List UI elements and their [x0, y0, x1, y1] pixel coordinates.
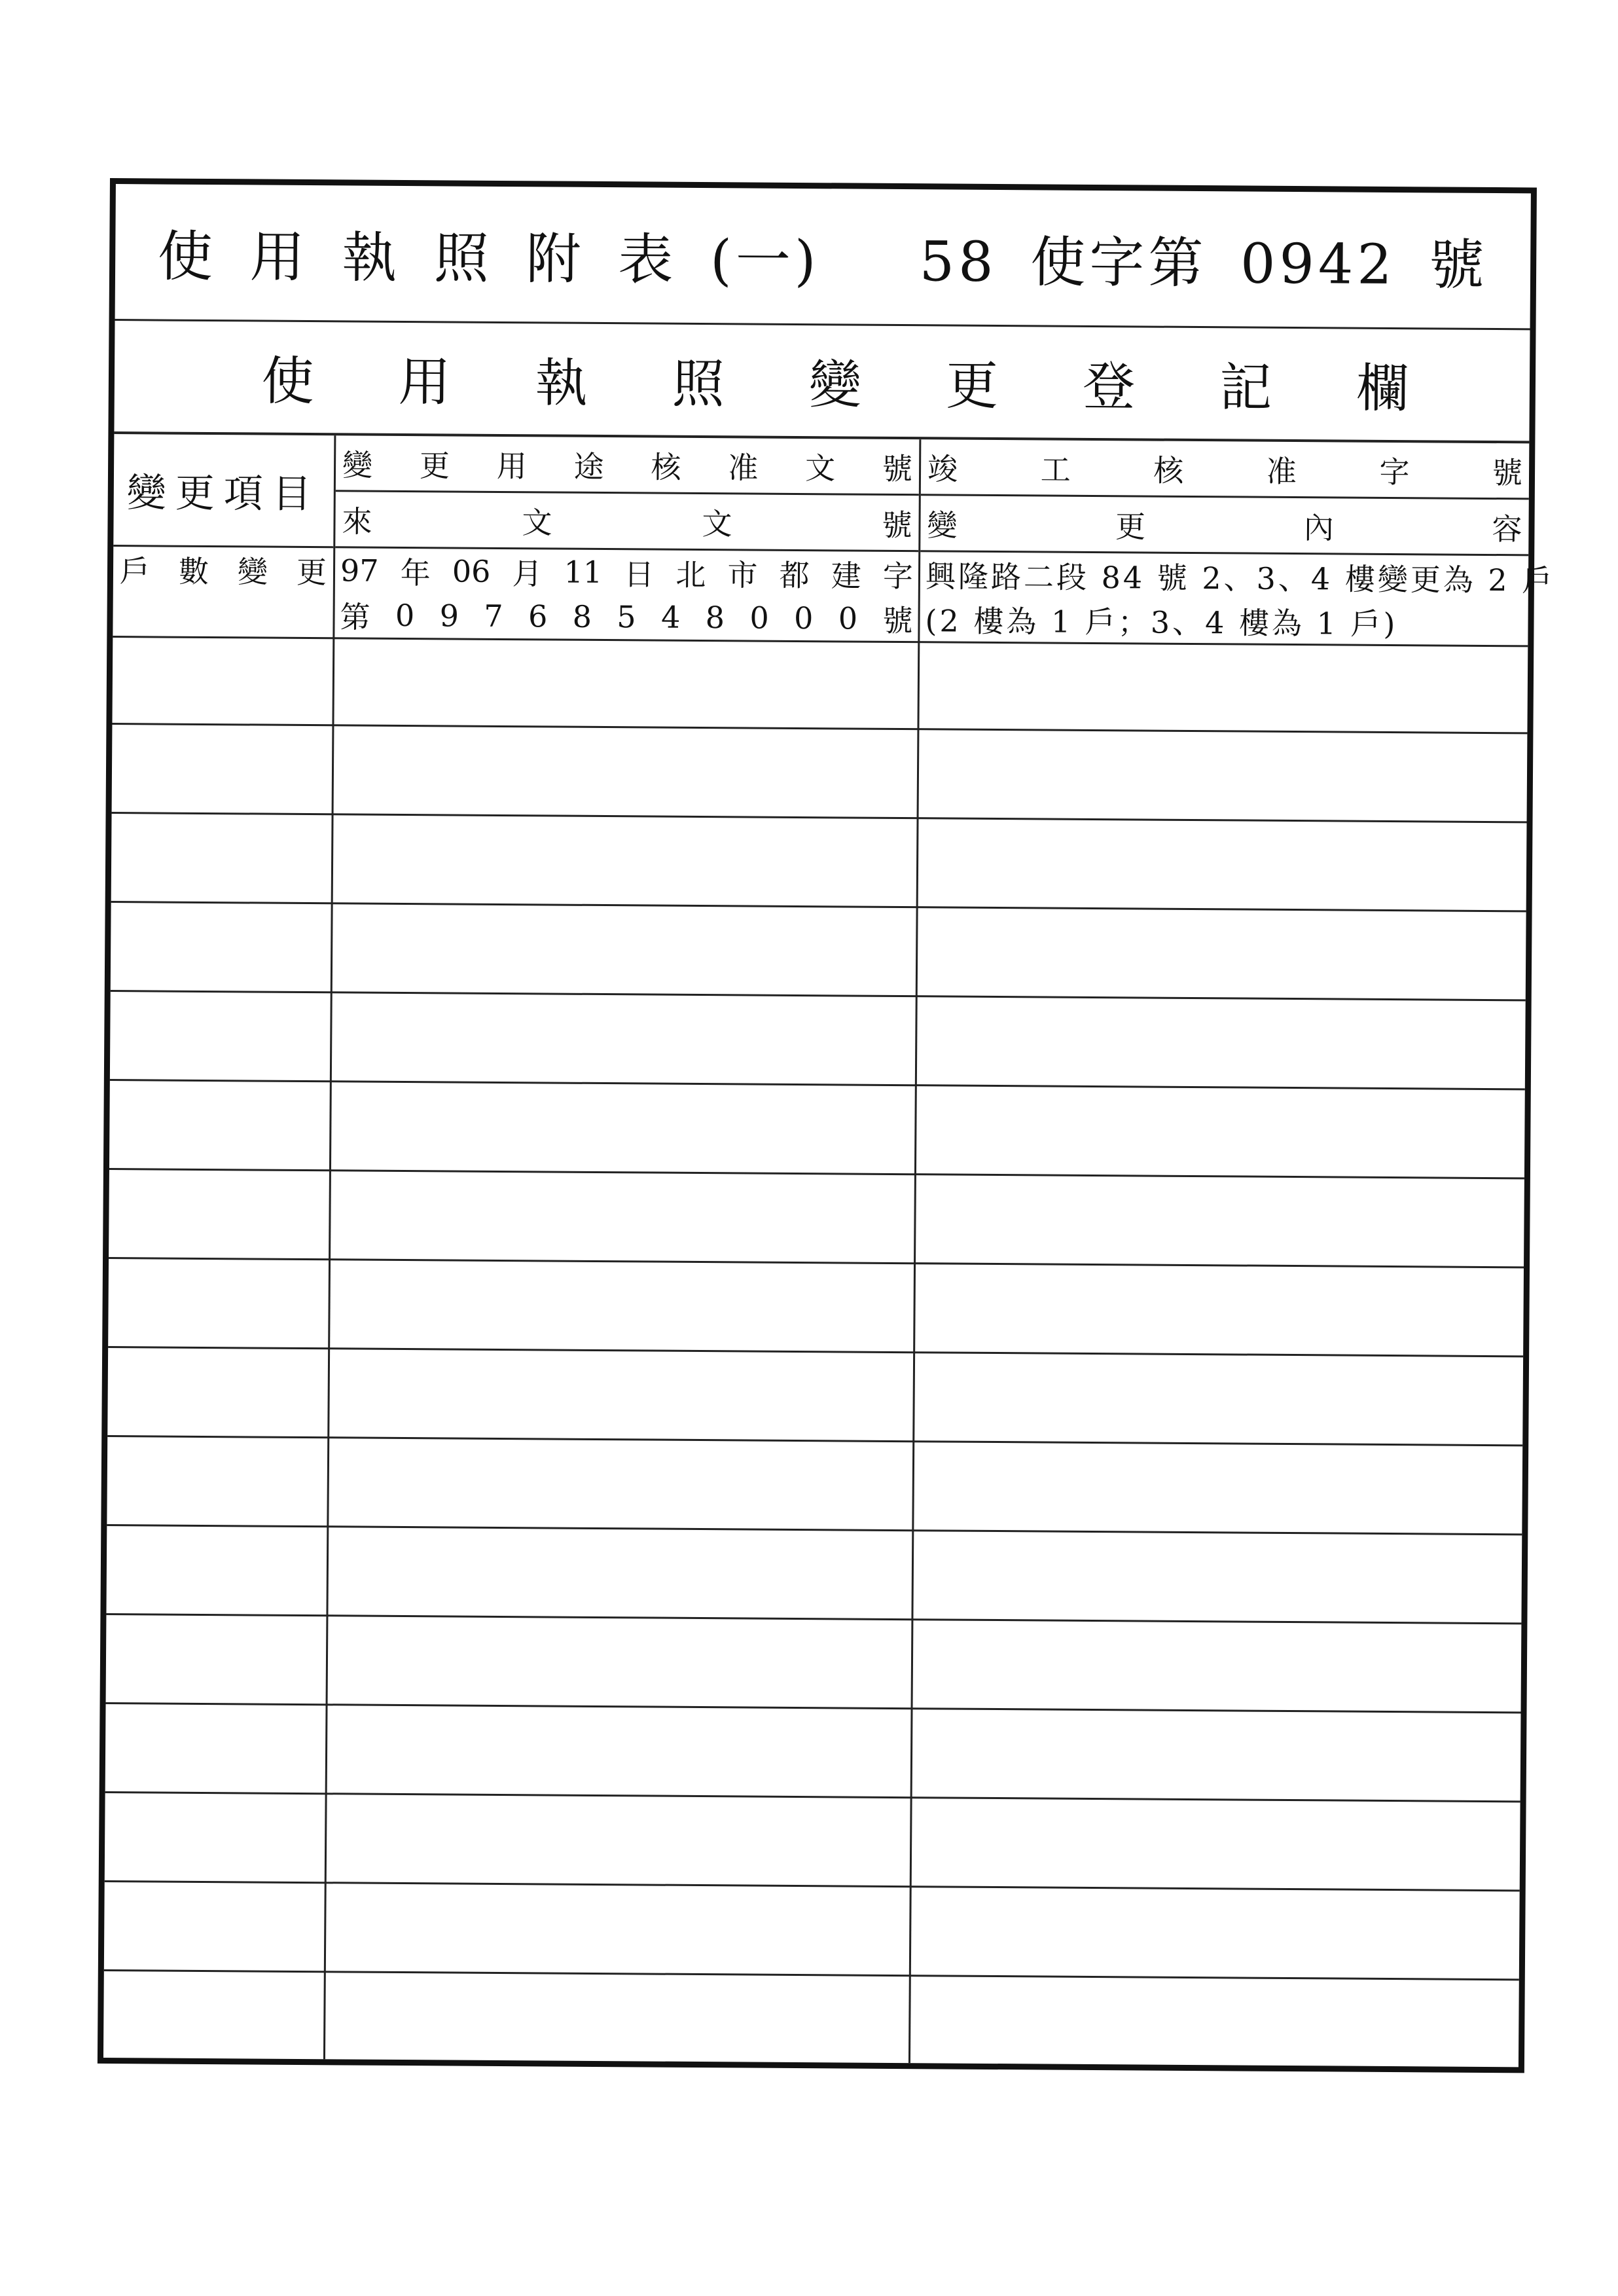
cell-char: 更: [296, 554, 327, 591]
change-content-cell: [920, 552, 1555, 645]
subtitle-char: 變: [808, 354, 862, 416]
header-char: 文: [804, 450, 836, 486]
subtitle-char: 使: [261, 350, 314, 412]
header-char: 字: [1379, 454, 1410, 490]
form-subtitle: [114, 319, 1530, 443]
cell-char: 第: [340, 599, 370, 635]
cell-char: 號: [882, 602, 913, 639]
header-char: 號: [882, 450, 913, 486]
content-line-2: (2 樓為 1 戶；3、4 樓為 1 戶): [925, 603, 1398, 642]
change-record-table: [103, 434, 1555, 2067]
header-change-item: 變更項目: [113, 434, 334, 548]
table-row: [110, 992, 1526, 1090]
header-char: 號: [1492, 454, 1523, 490]
table-row: [107, 1437, 1522, 1535]
header-change-content: [920, 496, 1529, 556]
subtitle-char: 更: [945, 354, 999, 416]
cell-char: 市: [727, 557, 758, 593]
header-char: 准: [1266, 453, 1297, 489]
header-char: 准: [728, 449, 759, 486]
cell-char: 0: [793, 600, 814, 636]
doc-line-1: [335, 548, 918, 596]
header-char: 核: [1153, 452, 1184, 488]
title-number: 58 使字第 0942 號: [919, 228, 1488, 297]
form-title: [115, 184, 1531, 330]
cell-char: 變: [237, 554, 268, 590]
cell-char: 日: [624, 556, 655, 592]
header-char: 文: [522, 504, 552, 540]
subtitle-char: 登: [1082, 355, 1136, 417]
title-paren: (一): [710, 227, 820, 293]
header-approval-doc-number: [336, 435, 920, 496]
license-form: [98, 178, 1555, 2073]
cell-char: 都: [779, 557, 810, 594]
cell-char: 戶: [119, 553, 151, 589]
cell-char: 4: [660, 599, 681, 635]
table-row: [106, 1615, 1522, 1713]
table-row: [112, 725, 1528, 823]
header-char: 竣: [927, 450, 958, 487]
table-row: [112, 636, 1528, 734]
doc-line-2: [334, 592, 918, 641]
cell-char: 11: [564, 554, 603, 591]
cell-char: 建: [831, 558, 861, 594]
cell-char: 6: [528, 598, 548, 634]
table-row: [107, 1348, 1523, 1446]
header-incoming-doc-number: [335, 492, 919, 552]
cell-char: 06: [452, 553, 491, 589]
subtitle-char: 執: [535, 352, 588, 414]
cell-char: 5: [617, 599, 636, 635]
table-row: [111, 903, 1526, 1001]
header-char: 用: [496, 448, 527, 484]
header-char: 核: [651, 448, 681, 485]
change-item-cell: [113, 547, 333, 592]
header-char: 途: [573, 448, 604, 484]
header-char: 變: [342, 446, 373, 483]
cell-char: 數: [178, 553, 209, 590]
table-row: [105, 1704, 1521, 1802]
header-char: 來: [342, 503, 372, 539]
header-char: 更: [1115, 508, 1146, 545]
subtitle-char: 用: [398, 351, 451, 412]
header-char: 工: [1040, 451, 1071, 488]
table-row: [111, 814, 1527, 912]
table-row: [106, 1526, 1522, 1624]
cell-char: 北: [675, 556, 706, 593]
content-line-1: 興隆路二段 84 號 2、3、4 樓變更為 2 戶: [925, 558, 1555, 598]
cell-char: 年: [400, 555, 431, 591]
cell-char: 0: [395, 597, 415, 634]
doc-number-cell: [334, 548, 918, 641]
cell-char: 0: [749, 600, 769, 636]
cell-char: 97: [340, 553, 379, 589]
header-char: 更: [419, 447, 450, 483]
table-row: [105, 1793, 1520, 1891]
cell-char: 8: [572, 598, 592, 634]
title-prefix: 使 用 執 照 附 表: [157, 223, 677, 292]
subtitle-char: 照: [672, 353, 725, 414]
cell-char: 月: [512, 556, 543, 592]
subtitle-char: 記: [1219, 356, 1272, 418]
header-char: 內: [1303, 509, 1334, 545]
header-char: 容: [1492, 511, 1522, 547]
header-completion-approval-number: [921, 439, 1530, 500]
table-row: [108, 1259, 1524, 1357]
table-row: [113, 547, 1555, 647]
cell-char: 0: [838, 600, 858, 636]
table-row: [103, 1971, 1519, 2069]
cell-char: 字: [882, 558, 914, 594]
table-row: [109, 1170, 1524, 1268]
subtitle-char: 欄: [1356, 357, 1409, 419]
cell-char: 9: [439, 598, 459, 634]
header-char: 變: [927, 507, 958, 543]
table-row: [104, 1882, 1520, 1980]
cell-char: 8: [705, 600, 725, 636]
header-char: 文: [702, 505, 732, 541]
header-char: 號: [882, 507, 912, 543]
cell-char: 7: [484, 598, 503, 634]
table-row: [109, 1081, 1525, 1179]
